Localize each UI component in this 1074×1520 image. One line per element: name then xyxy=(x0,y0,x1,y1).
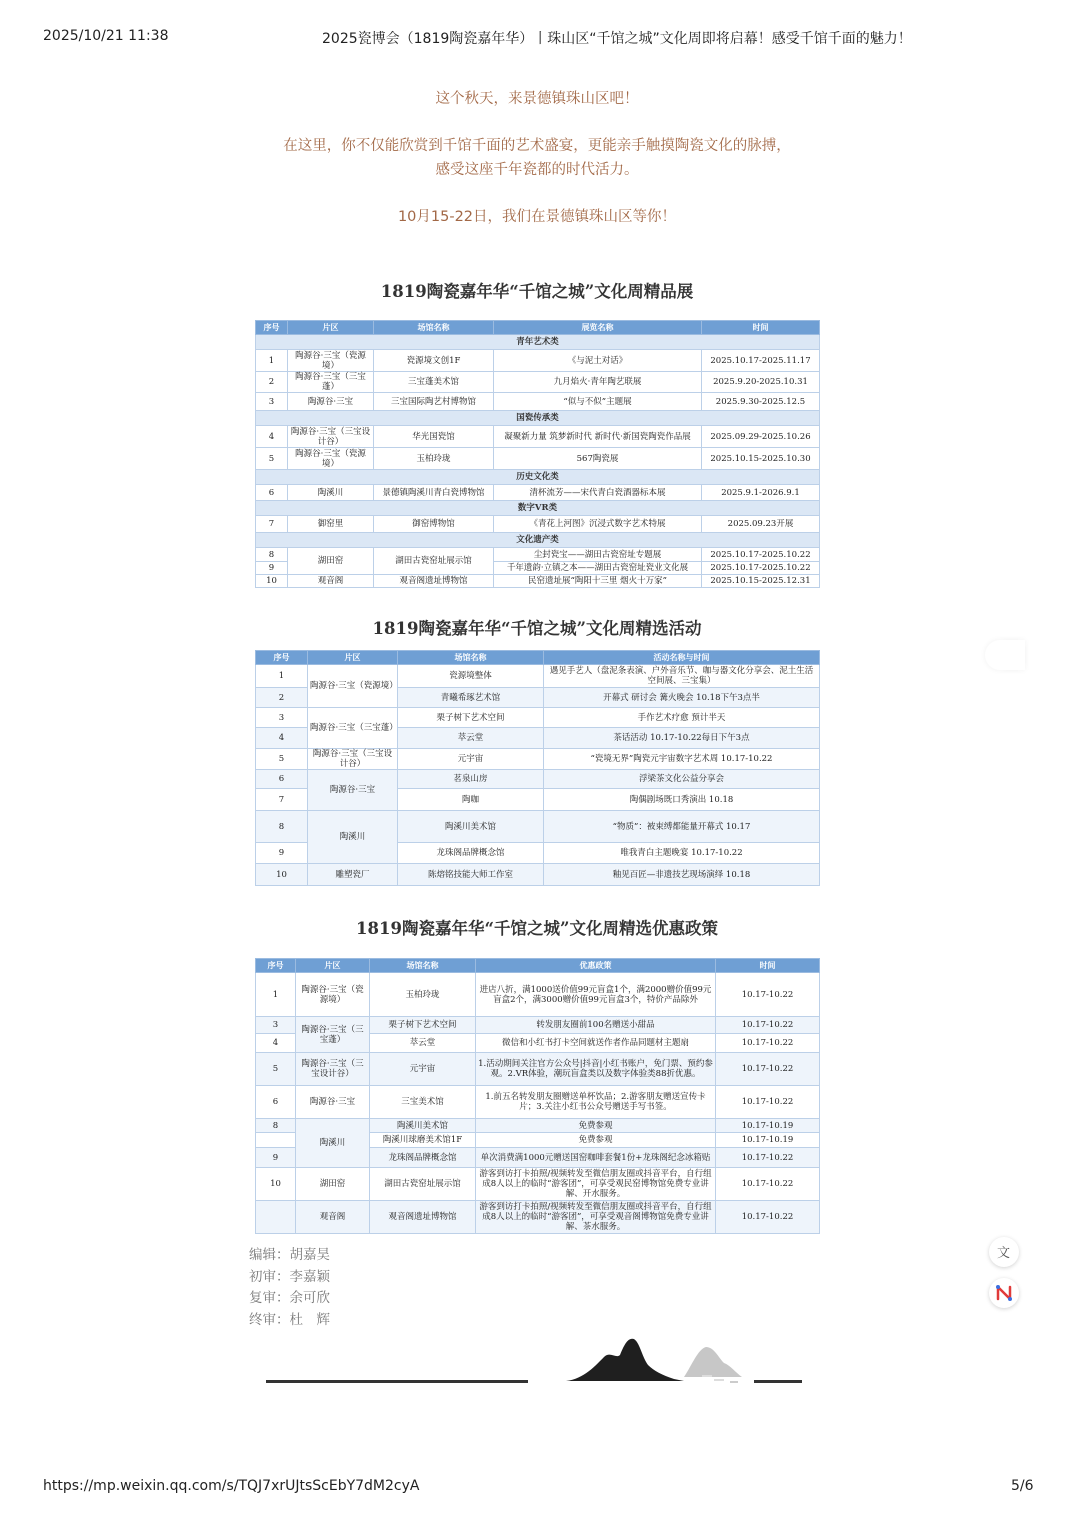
credit-second-review: 复审：余可欣 xyxy=(249,1290,330,1306)
table-row xyxy=(256,708,820,728)
col-header: 优惠政策 xyxy=(476,959,716,973)
cell-no: 10 xyxy=(256,864,308,886)
table-row xyxy=(256,749,820,770)
category-row: 历史文化类 xyxy=(256,470,820,485)
cell-area: 观音阁 xyxy=(296,1201,370,1234)
translate-icon[interactable] xyxy=(989,1237,1019,1267)
cell-area: 陶源谷·三宝 xyxy=(296,1086,370,1119)
table-row xyxy=(256,372,820,393)
cell-time: 2025.10.17-2025.11.17 xyxy=(702,350,820,372)
cell-area: 湖田窑 xyxy=(296,1168,370,1201)
col-header: 场馆名称 xyxy=(374,321,494,335)
cell-venue: 观音阁遗址博物馆 xyxy=(370,1201,476,1234)
col-header: 场馆名称 xyxy=(398,651,544,665)
cell-no: 6 xyxy=(256,1086,296,1119)
cell-time: 2025.10.17-2025.10.22 xyxy=(702,562,820,575)
cell-no: 6 xyxy=(256,485,288,501)
intro-line-4: 10月15-22日，我们在景德镇珠山区等你！ xyxy=(397,209,677,225)
cell-venue: 玉柏玲珑 xyxy=(370,973,476,1017)
cell-venue: 玉柏玲珑 xyxy=(374,448,494,470)
cell-no xyxy=(256,1201,296,1234)
cell-policy: 游客到访打卡拍照/视频转发至微信朋友圈或抖音平台，自行组成8人以上的临时“游客团”，可享受观民窑博物馆免费专业讲解、开水服务。 xyxy=(476,1168,716,1201)
cell-area: 御窑里 xyxy=(288,516,374,533)
cell-time: 10.17-10.19 xyxy=(716,1119,820,1133)
cell-policy: 微信和小红书打卡空间就送作者作品同题材主题扇 xyxy=(476,1034,716,1053)
cell-area: 陶源谷·三宝（瓷源境） xyxy=(288,350,374,372)
table-row xyxy=(256,864,820,886)
cell-no: 10 xyxy=(256,575,288,588)
cell-venue: 茗泉山房 xyxy=(398,770,544,789)
cell-exhibition: 尘封瓷宝——湖田古瓷窑址专题展 xyxy=(494,548,702,562)
cell-activity: “瓷境无界”陶瓷元宇宙数字艺术周 10.17-10.22 xyxy=(544,749,820,770)
cell-venue: 陶溪川美术馆 xyxy=(370,1119,476,1133)
col-header: 活动名称与时间 xyxy=(544,651,820,665)
cell-exhibition: 民窑遗址展“陶阳十三里 烟火十万家” xyxy=(494,575,702,588)
cell-area: 观音阁 xyxy=(288,575,374,588)
cell-time: 10.17-10.22 xyxy=(716,1086,820,1119)
cell-no: 8 xyxy=(256,548,288,562)
cell-venue: 陶溪川球磨美术馆1F xyxy=(370,1133,476,1148)
table-row xyxy=(256,1168,820,1201)
credit-editor: 编辑：胡嘉昊 xyxy=(249,1247,330,1263)
cell-time: 10.17-10.22 xyxy=(716,1201,820,1234)
col-header: 序号 xyxy=(256,651,308,665)
category-row: 青年艺术类 xyxy=(256,335,820,350)
table-row xyxy=(256,350,820,372)
cell-area: 陶源谷·三宝 xyxy=(288,393,374,411)
cell-no: 9 xyxy=(256,843,308,864)
credit-first-review: 初审：李嘉颖 xyxy=(249,1268,330,1285)
cell-no: 9 xyxy=(256,562,288,575)
cell-area: 陶源谷·三宝（瓷源境） xyxy=(288,448,374,470)
exhibitions-table xyxy=(255,320,820,588)
cell-activity: 开幕式 研讨会 篝火晚会 10.18下午3点半 xyxy=(544,688,820,708)
cell-venue: 青曦希琢艺术馆 xyxy=(398,688,544,708)
cell-venue: 龙珠阁品牌概念馆 xyxy=(370,1148,476,1168)
cell-no: 8 xyxy=(256,811,308,843)
cell-policy: 游客到访打卡拍照/视频转发至微信朋友圈或抖音平台，自行组成8人以上的临时“游客团”，可享受观音阁博物馆免费专业讲解、茶水服务。 xyxy=(476,1201,716,1234)
cell-no: 9 xyxy=(256,1148,296,1168)
cell-activity: 唯我青白主题晚宴 10.17-10.22 xyxy=(544,843,820,864)
category-row: 文化遗产类 xyxy=(256,533,820,548)
cell-no: 3 xyxy=(256,708,308,728)
cell-no: 4 xyxy=(256,1034,296,1053)
cell-activity: 手作艺术疗愈 预计半天 xyxy=(544,708,820,728)
table-row xyxy=(256,973,820,1017)
cell-no xyxy=(256,1133,296,1148)
cell-area: 雕塑瓷厂 xyxy=(308,864,398,886)
cell-no: 1 xyxy=(256,350,288,372)
cell-activity: 浮梁茶文化公益分享会 xyxy=(544,770,820,789)
side-panel-tab[interactable] xyxy=(985,640,1025,670)
table-row xyxy=(256,426,820,448)
intro-line-3: 感受这座千年瓷都的时代活力。 xyxy=(435,162,639,178)
cell-time: 2025.9.30-2025.12.5 xyxy=(702,393,820,411)
col-header: 序号 xyxy=(256,321,288,335)
table-row xyxy=(256,811,820,843)
cell-venue: 瓷源境整体 xyxy=(398,665,544,688)
cell-area: 陶溪川 xyxy=(288,485,374,501)
cell-venue: 陶溪川美术馆 xyxy=(398,811,544,843)
cell-no: 2 xyxy=(256,372,288,393)
cell-venue: 萃云堂 xyxy=(398,728,544,749)
table-row xyxy=(256,548,820,562)
cell-time: 10.17-10.22 xyxy=(716,1034,820,1053)
cell-venue: 龙珠阁品牌概念馆 xyxy=(398,843,544,864)
cell-venue: 华光国瓷馆 xyxy=(374,426,494,448)
category-row: 数字VR类 xyxy=(256,501,820,516)
mountain-divider xyxy=(266,1335,806,1390)
cell-policy: 1.前五名转发朋友圈赠送单杯饮品；2.游客朋友赠送宣传卡片；3.关注小红书公众号赠送手写书签。 xyxy=(476,1086,716,1119)
cell-time: 10.17-10.22 xyxy=(716,1053,820,1086)
cell-area: 陶源谷·三宝（三宝设计谷） xyxy=(288,426,374,448)
cell-no: 1 xyxy=(256,665,308,688)
app-logo-icon[interactable] xyxy=(989,1278,1019,1308)
cell-exhibition: “似与不似”主题展 xyxy=(494,393,702,411)
cell-time: 10.17-10.22 xyxy=(716,973,820,1017)
activities-section xyxy=(252,614,822,886)
cell-no: 5 xyxy=(256,1053,296,1086)
cell-activity: 遇见手艺人（盘泥条表演、户外音乐节、咖与器文化分享会、泥土生活空间展、三宝集） xyxy=(544,665,820,688)
cell-area: 陶源谷·三宝（三宝设计谷） xyxy=(296,1053,370,1086)
cell-no: 7 xyxy=(256,789,308,811)
cell-area: 陶溪川 xyxy=(308,811,398,864)
policies-title: 1819陶瓷嘉年华“千馆之城”文化周精选优惠政策 xyxy=(356,919,718,938)
cell-activity: 陶偶剧场既口秀演出 10.18 xyxy=(544,789,820,811)
activities-title: 1819陶瓷嘉年华“千馆之城”文化周精选活动 xyxy=(372,619,702,638)
cell-time: 2025.9.1-2026.9.1 xyxy=(702,485,820,501)
cell-area: 陶源谷·三宝（三宝蓬） xyxy=(288,372,374,393)
category-row: 国瓷传承类 xyxy=(256,411,820,426)
divider-line-left xyxy=(266,1380,528,1383)
table-row xyxy=(256,1086,820,1119)
cell-venue: 三宝国际陶艺村博物馆 xyxy=(374,393,494,411)
cell-area: 陶源谷·三宝 xyxy=(308,770,398,811)
cell-exhibition: 九月焰火·青年陶艺联展 xyxy=(494,372,702,393)
cell-exhibition: 《与泥土对话》 xyxy=(494,350,702,372)
table-row xyxy=(256,448,820,470)
col-header: 序号 xyxy=(256,959,296,973)
cell-area: 湖田窑 xyxy=(288,548,374,575)
intro-line-2: 在这里，你不仅能欣赏到千馆千面的艺术盛宴，更能亲手触摸陶瓷文化的脉搏， xyxy=(283,138,791,154)
exhibitions-section xyxy=(252,277,822,588)
cell-venue: 湖田古瓷窑址展示馆 xyxy=(374,548,494,575)
cell-no: 4 xyxy=(256,728,308,749)
cell-activity: 釉见百匠—非遗技艺现场演绎 10.18 xyxy=(544,864,820,886)
table-row xyxy=(256,770,820,789)
cell-time: 10.17-10.22 xyxy=(716,1168,820,1201)
cell-area: 陶源谷·三宝（三宝设计谷） xyxy=(308,749,398,770)
print-datetime: 2025/10/21 11:38 xyxy=(43,28,169,44)
policies-section xyxy=(252,914,822,1234)
cell-area: 陶溪川 xyxy=(296,1119,370,1168)
table-row xyxy=(256,393,820,411)
cell-venue: 景德镇陶溪川青白瓷博物馆 xyxy=(374,485,494,501)
table-row xyxy=(256,575,820,588)
col-header: 片区 xyxy=(296,959,370,973)
table-row xyxy=(256,1053,820,1086)
cell-no: 1 xyxy=(256,973,296,1017)
col-header: 时间 xyxy=(702,321,820,335)
cell-activity: 茶话活动 10.17-10.22每日下午3点 xyxy=(544,728,820,749)
cell-venue: 三宝蓬美术馆 xyxy=(374,372,494,393)
mountain-icon xyxy=(564,1335,764,1390)
table-row xyxy=(256,1201,820,1234)
cell-exhibition: 清杯流芳——宋代青白瓷酒器标本展 xyxy=(494,485,702,501)
cell-policy: 单次消费满1000元赠送国窑咖啡套餐1份+龙珠阁纪念冰箱贴 xyxy=(476,1148,716,1168)
cell-area: 陶源谷·三宝（瓷源境） xyxy=(296,973,370,1017)
print-title: 2025瓷博会（1819陶瓷嘉年华）丨珠山区“千馆之城”文化周即将启幕！感受千馆千面的魅力！ xyxy=(322,31,912,47)
cell-policy: 进店八折，满1000送价值99元盲盒1个，满2000赠价值99元盲盒2个，满3000赠价值99元盲盒3个，特价产品除外 xyxy=(476,973,716,1017)
cell-venue: 元宇宙 xyxy=(398,749,544,770)
table-row xyxy=(256,1119,820,1133)
cell-venue: 元宇宙 xyxy=(370,1053,476,1086)
col-header: 场馆名称 xyxy=(370,959,476,973)
cell-time: 2025.10.17-2025.10.22 xyxy=(702,548,820,562)
svg-text:文: 文 xyxy=(997,1246,1011,1261)
cell-time: 10.17-10.19 xyxy=(716,1133,820,1148)
cell-no: 6 xyxy=(256,770,308,789)
col-header: 片区 xyxy=(288,321,374,335)
cell-venue: 萃云堂 xyxy=(370,1034,476,1053)
cell-no: 4 xyxy=(256,426,288,448)
intro-line-1: 这个秋天，来景德镇珠山区吧！ xyxy=(435,91,639,107)
cell-area: 陶源谷·三宝（三宝蓬） xyxy=(296,1017,370,1053)
cell-no: 7 xyxy=(256,516,288,533)
cell-venue: 御窑博物馆 xyxy=(374,516,494,533)
table-row xyxy=(256,665,820,688)
cell-venue: 湖田古瓷窑址展示馆 xyxy=(370,1168,476,1201)
cell-area: 陶源谷·三宝（三宝蓬） xyxy=(308,708,398,749)
table-row xyxy=(256,485,820,501)
cell-time: 2025.09.23开展 xyxy=(702,516,820,533)
cell-exhibition: 567陶瓷展 xyxy=(494,448,702,470)
policies-table xyxy=(255,958,820,1234)
cell-area: 陶源谷·三宝（瓷源境） xyxy=(308,665,398,708)
credit-final-review: 终审：杜 辉 xyxy=(249,1311,330,1328)
cell-venue: 陶咖 xyxy=(398,789,544,811)
cell-policy: 免费参观 xyxy=(476,1119,716,1133)
cell-no: 2 xyxy=(256,688,308,708)
cell-venue: 陈熔铭技能大师工作室 xyxy=(398,864,544,886)
cell-time: 2025.10.15-2025.10.30 xyxy=(702,448,820,470)
cell-no: 3 xyxy=(256,1017,296,1034)
cell-venue: 观音阁遗址博物馆 xyxy=(374,575,494,588)
cell-no: 3 xyxy=(256,393,288,411)
cell-time: 2025.09.29-2025.10.26 xyxy=(702,426,820,448)
cell-venue: 瓷源境文创1F xyxy=(374,350,494,372)
col-header: 片区 xyxy=(308,651,398,665)
print-url: https://mp.weixin.qq.com/s/TQJ7xrUJtsScEbY7dM2cyA xyxy=(43,1478,420,1494)
cell-no: 8 xyxy=(256,1119,296,1133)
cell-time: 2025.10.15-2025.12.31 xyxy=(702,575,820,588)
table-row xyxy=(256,1017,820,1034)
cell-time: 10.17-10.22 xyxy=(716,1017,820,1034)
cell-activity: “物质”：被束缚都能量开幕式 10.17 xyxy=(544,811,820,843)
credits xyxy=(249,1245,330,1331)
cell-exhibition: 《青花上河图》沉浸式数字艺术特展 xyxy=(494,516,702,533)
cell-policy: 1.活动期间关注官方公众号|抖音|小红书账户，免门票、预约参观。2.VR体验，潮玩盲盒类以及数字体验类88折优惠。 xyxy=(476,1053,716,1086)
cell-exhibition: 凝聚新力量 筑梦新时代 新时代·新国瓷陶瓷作品展 xyxy=(494,426,702,448)
print-page-number: 5/6 xyxy=(1011,1478,1034,1494)
col-header: 展览名称 xyxy=(494,321,702,335)
table-row xyxy=(256,516,820,533)
cell-no: 5 xyxy=(256,448,288,470)
cell-venue: 三宝美术馆 xyxy=(370,1086,476,1119)
cell-policy: 转发朋友圈前100名赠送小甜品 xyxy=(476,1017,716,1034)
cell-venue: 栗子树下艺术空间 xyxy=(370,1017,476,1034)
cell-time: 2025.9.20-2025.10.31 xyxy=(702,372,820,393)
cell-no: 5 xyxy=(256,749,308,770)
cell-policy: 免费参观 xyxy=(476,1133,716,1148)
col-header: 时间 xyxy=(716,959,820,973)
activities-table xyxy=(255,650,820,886)
cell-time: 10.17-10.22 xyxy=(716,1148,820,1168)
cell-no: 10 xyxy=(256,1168,296,1201)
cell-exhibition: 千年遗韵·立镇之本——湖田古瓷窑址瓷业文化展 xyxy=(494,562,702,575)
cell-venue: 栗子树下艺术空间 xyxy=(398,708,544,728)
exhibitions-title: 1819陶瓷嘉年华“千馆之城”文化周精品展 xyxy=(380,282,694,301)
